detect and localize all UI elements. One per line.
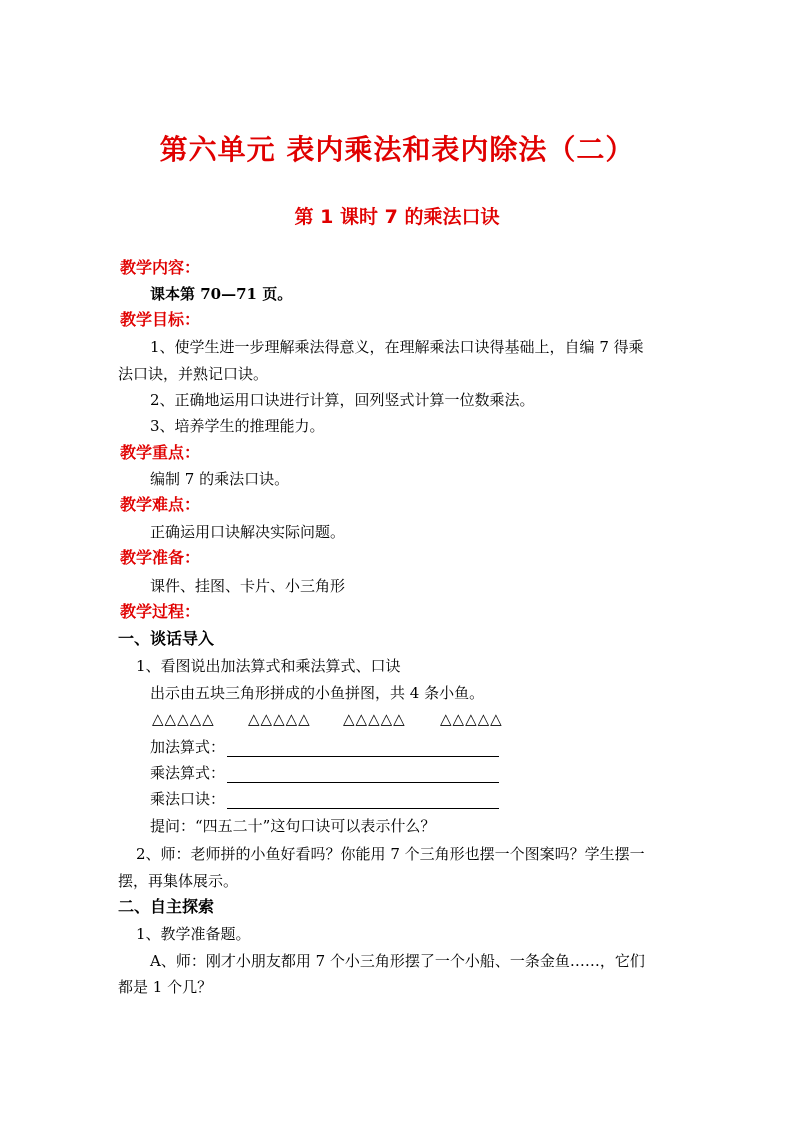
rhyme-label: 乘法口诀： (150, 790, 226, 808)
page-title: 第六单元 表内乘法和表内除法（二） (159, 133, 635, 166)
multiplication-blank[interactable] (227, 766, 499, 783)
addition-label: 加法算式： (150, 738, 226, 756)
triangle-group-3: △△△△△ (343, 710, 406, 728)
key-text: 编制 7 的乘法口诀。 (150, 470, 290, 488)
multiplication-label: 乘法算式： (150, 764, 226, 782)
rhyme-row (150, 789, 499, 809)
part-2-item-a-line-2: 都是 1 个几？ (118, 978, 213, 996)
question-text: 提问：“四五二十”这句口诀可以表示什么？ (150, 817, 436, 835)
difficulty-heading: 教学难点： (120, 495, 201, 514)
difficulty-text: 正确运用口诀解决实际问题。 (150, 523, 346, 541)
key-heading: 教学重点： (120, 443, 201, 462)
goal-2: 2、正确地运用口诀进行计算，回列竖式计算一位数乘法。 (150, 391, 535, 409)
part-2-item-a-line-1: A、师：刚才小朋友都用 7 个小三角形摆了一个小船、一条金鱼……，它们 (150, 952, 645, 970)
part-1-item-2-line-2: 摆，再集体展示。 (118, 872, 239, 890)
triangle-group-4: △△△△△ (440, 710, 503, 728)
part-2-heading: 二、自主探索 (118, 897, 215, 916)
goal-3: 3、培养学生的推理能力。 (150, 417, 325, 435)
process-heading: 教学过程： (120, 602, 201, 621)
triangle-group-2: △△△△△ (248, 710, 311, 728)
content-heading: 教学内容： (120, 258, 201, 277)
lesson-subtitle: 第 1 课时 7 的乘法口诀 (294, 206, 500, 228)
prep-heading: 教学准备： (120, 548, 201, 567)
goal-1-line-1: 1、使学生进一步理解乘法得意义，在理解乘法口诀得基础上，自编 7 得乘 (150, 338, 644, 356)
goals-heading: 教学目标： (120, 310, 201, 329)
multiplication-row (150, 763, 499, 783)
triangle-group-1: △△△△△ (152, 710, 215, 728)
addition-row (150, 737, 499, 757)
content-text: 课本第 70—71 页。 (150, 285, 293, 303)
prep-text: 课件、挂图、卡片、小三角形 (150, 577, 346, 595)
part-1-item-1-desc: 出示由五块三角形拼成的小鱼拼图，共 4 条小鱼。 (150, 684, 485, 702)
rhyme-blank[interactable] (227, 792, 499, 809)
goal-1-line-2: 法口诀，并熟记口诀。 (118, 365, 269, 383)
part-1-item-1: 1、看图说出加法算式和乘法算式、口诀 (136, 657, 401, 675)
part-1-heading: 一、谈话导入 (118, 629, 215, 648)
addition-blank[interactable] (227, 740, 499, 757)
part-1-item-2-line-1: 2、师：老师拼的小鱼好看吗？你能用 7 个三角形也摆一个图案吗？学生摆一 (136, 845, 645, 863)
part-2-item-1: 1、教学准备题。 (136, 925, 251, 943)
